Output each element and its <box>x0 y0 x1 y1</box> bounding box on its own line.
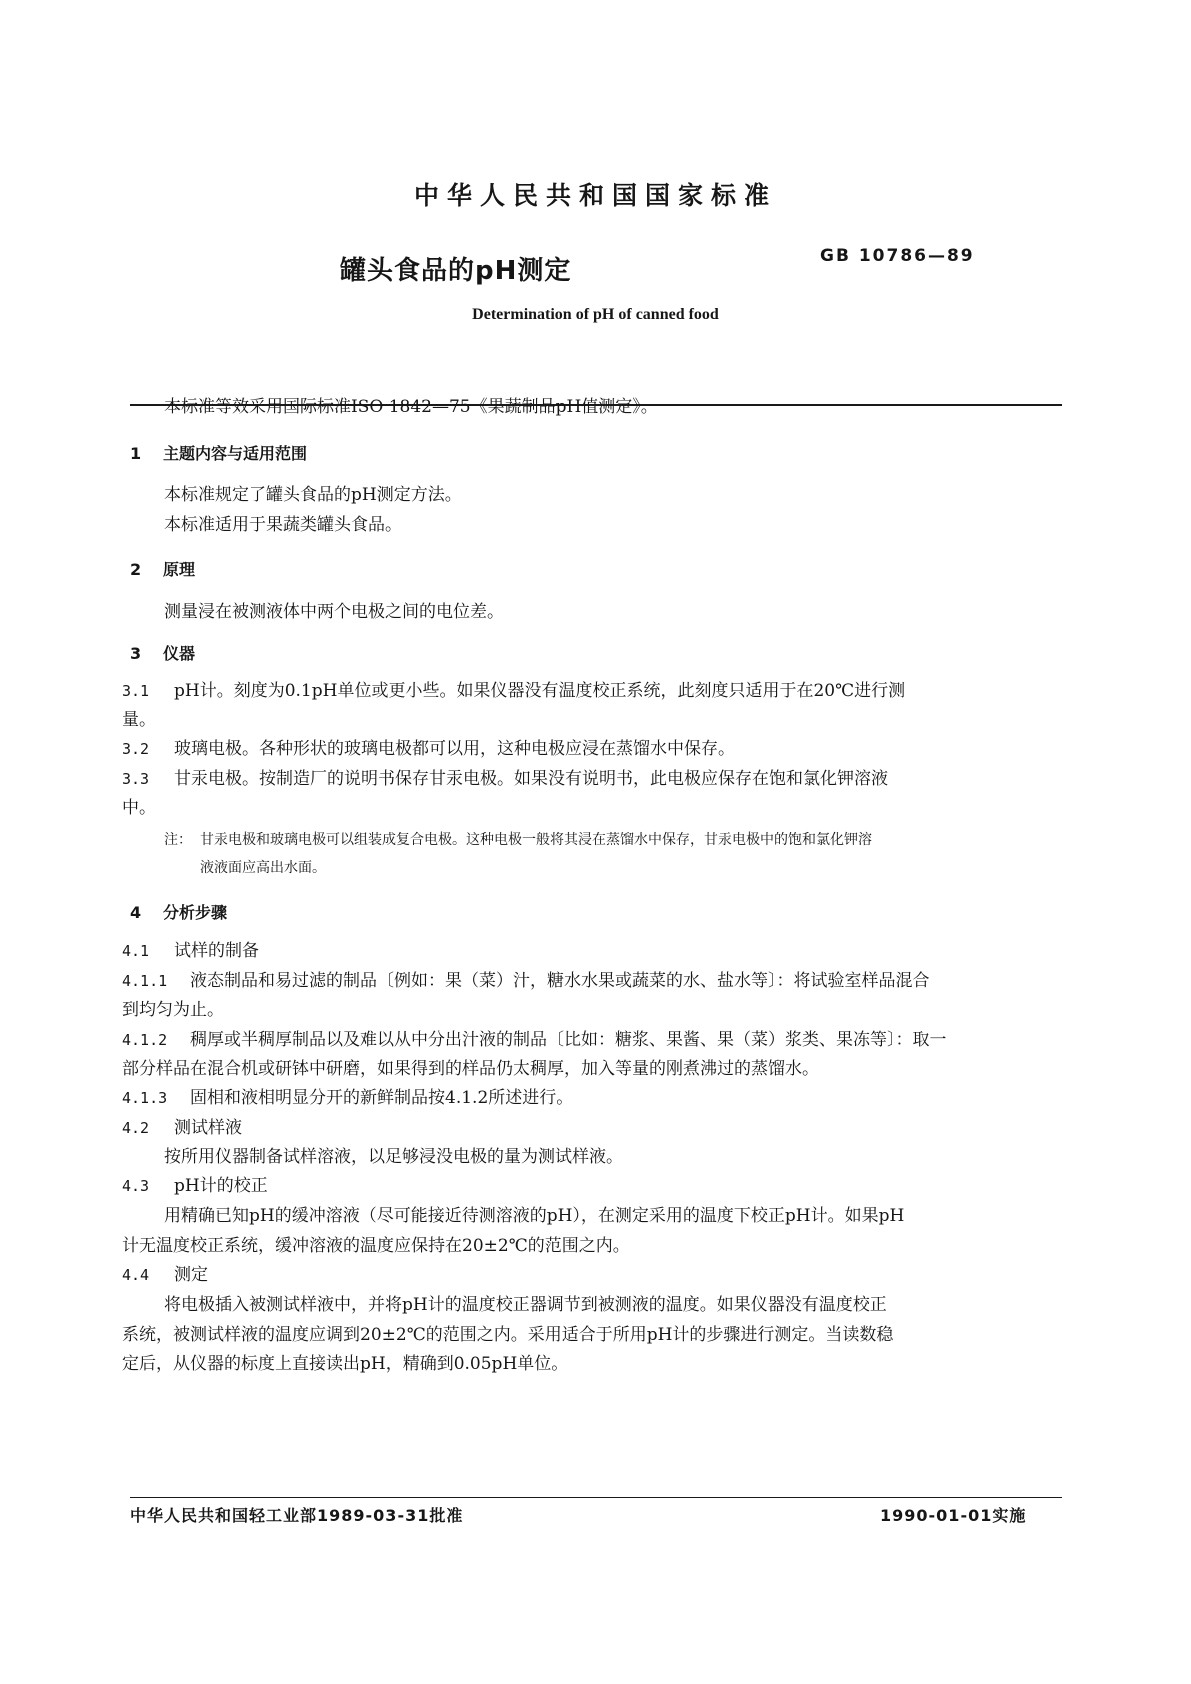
section-1-line-1: 本标准规定了罐头食品的pH测定方法。 <box>164 485 462 505</box>
footer-divider <box>130 1497 1062 1498</box>
item-number: 4.1 <box>122 942 150 960</box>
national-standard-title: 中华人民共和国国家标准 <box>413 181 777 210</box>
standard-number: GB 10786—89 <box>820 246 975 266</box>
item-3-1-continued: 量。 <box>122 710 156 730</box>
section-1-line-2: 本标准适用于果蔬类罐头食品。 <box>164 515 402 535</box>
item-text: 试样的制备 <box>174 941 259 961</box>
section-4-heading <box>130 900 227 923</box>
subsection-4-4-line-1: 将电极插入被测试样液中，并将pH计的温度校正器调节到被测液的温度。如果仪器没有温度校正 <box>164 1295 887 1315</box>
document-title: 罐头食品的pH测定 <box>340 256 572 286</box>
item-number: 4.1.2 <box>122 1031 168 1049</box>
subsection-4-2 <box>122 1113 242 1143</box>
item-number: 4.1.3 <box>122 1089 168 1107</box>
item-text: 测定 <box>174 1265 208 1285</box>
subsection-4-4-line-2: 系统，被测试样液的温度应调到20±2℃的范围之内。采用适合于所用pH计的步骤进行测定。当读数稳 <box>122 1325 894 1345</box>
subsection-4-1 <box>122 936 259 966</box>
subsection-4-4-line-3: 定后，从仪器的标度上直接读出pH，精确到0.05pH单位。 <box>122 1354 569 1374</box>
item-number: 3.2 <box>122 740 150 758</box>
section-title: 仪器 <box>163 644 196 663</box>
item-text: 液态制品和易过滤的制品〔例如：果（菜）汁，糖水水果或蔬菜的水、盐水等〕：将试验室样品混合 <box>190 971 930 991</box>
note-continued: 液液面应高出水面。 <box>200 860 326 876</box>
section-number: 1 <box>130 444 142 463</box>
section-2-heading <box>130 557 195 580</box>
item-text: 甘汞电极。按制造厂的说明书保存甘汞电极。如果没有说明书，此电极应保存在饱和氯化钾溶液 <box>174 769 888 789</box>
section-title: 主题内容与适用范围 <box>163 444 308 463</box>
item-3-2 <box>122 734 735 764</box>
english-title: Determination of pH of canned food <box>472 306 719 323</box>
implementation-date: 1990-01-01实施 <box>880 1506 1027 1525</box>
section-number: 2 <box>130 560 142 579</box>
section-2-line-1: 测量浸在被测液体中两个电极之间的电位差。 <box>164 602 504 622</box>
subsection-4-3-line-1: 用精确已知pH的缓冲溶液（尽可能接近待测溶液的pH），在测定采用的温度下校正pH计。如果pH <box>164 1206 905 1226</box>
item-text: pH计。刻度为0.1pH单位或更小些。如果仪器没有温度校正系统，此刻度只适用于在20℃进行测 <box>174 681 906 701</box>
item-text: 固相和液相明显分开的新鲜制品按4.1.2所述进行。 <box>190 1088 574 1108</box>
section-number: 4 <box>130 903 142 922</box>
subsection-4-1-1 <box>122 966 930 996</box>
note <box>164 826 872 854</box>
section-1-heading <box>130 441 307 464</box>
subsection-4-2-text: 按所用仪器制备试样溶液，以足够浸没电极的量为测试样液。 <box>164 1147 623 1167</box>
subsection-4-3 <box>122 1171 268 1201</box>
subsection-4-1-2-continued: 部分样品在混合机或研钵中研磨，如果得到的样品仍太稠厚，加入等量的刚煮沸过的蒸馏水。 <box>122 1059 819 1079</box>
item-3-3 <box>122 764 888 794</box>
approval-line: 中华人民共和国轻工业部1989-03-31批准 <box>130 1506 464 1525</box>
subsection-4-4 <box>122 1260 208 1290</box>
note-label: 注： <box>164 832 192 848</box>
item-number: 4.3 <box>122 1177 150 1195</box>
item-number: 3.3 <box>122 770 150 788</box>
section-title: 原理 <box>163 560 196 579</box>
item-text: 稠厚或半稠厚制品以及难以从中分出汁液的制品〔比如：糖浆、果酱、果（菜）浆类、果冻等〕：取一 <box>190 1030 947 1050</box>
section-3-heading <box>130 641 195 664</box>
item-number: 4.2 <box>122 1119 150 1137</box>
section-title: 分析步骤 <box>163 903 228 922</box>
item-number: 4.1.1 <box>122 972 168 990</box>
note-text: 甘汞电极和玻璃电极可以组装成复合电极。这种电极一般将其浸在蒸馏水中保存，甘汞电极中的饱和氯化钾溶 <box>200 832 872 848</box>
subsection-4-1-3 <box>122 1083 573 1113</box>
item-number: 3.1 <box>122 682 150 700</box>
item-text: 玻璃电极。各种形状的玻璃电极都可以用，这种电极应浸在蒸馏水中保存。 <box>174 739 735 759</box>
item-text: 测试样液 <box>174 1118 242 1138</box>
intro-text: 本标准等效采用国际标准ISO 1842—75《果蔬制品pH值测定》。 <box>164 397 658 417</box>
item-text: pH计的校正 <box>174 1176 268 1196</box>
item-3-1 <box>122 676 905 706</box>
subsection-4-1-2 <box>122 1025 947 1055</box>
item-3-3-continued: 中。 <box>122 798 156 818</box>
item-number: 4.4 <box>122 1266 150 1284</box>
subsection-4-3-line-2: 计无温度校正系统，缓冲溶液的温度应保持在20±2℃的范围之内。 <box>122 1236 630 1256</box>
subsection-4-1-1-continued: 到均匀为止。 <box>122 1000 224 1020</box>
section-number: 3 <box>130 644 142 663</box>
